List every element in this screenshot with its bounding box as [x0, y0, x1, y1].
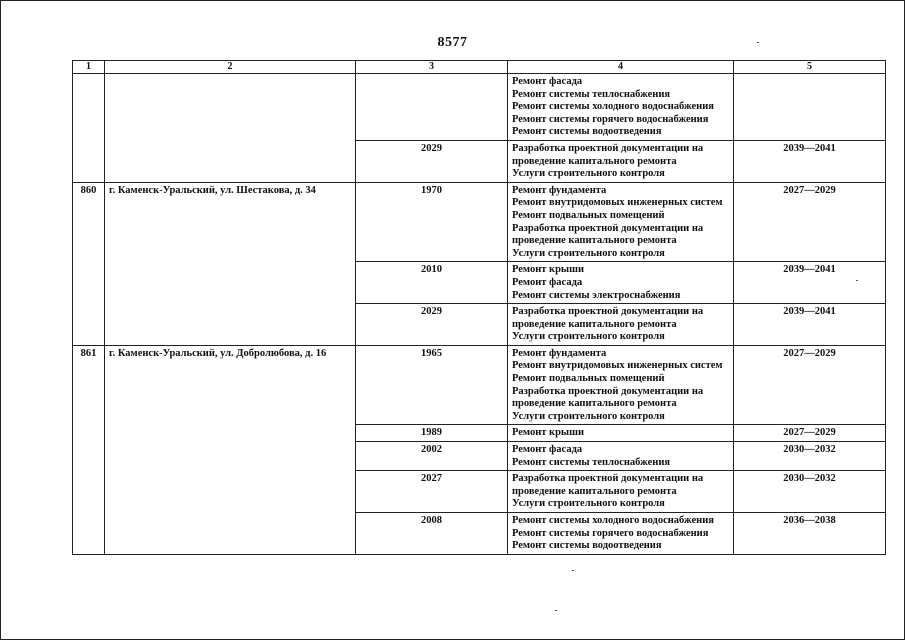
house-address: г. Каменск-Уральский, ул. Шестакова, д. 34: [105, 182, 356, 345]
work-item: Услуги строительного контроля: [512, 168, 665, 180]
work-item: Разработка проектной документации на: [512, 385, 704, 397]
repair-year: 2008: [356, 513, 508, 555]
repair-period: 2039—2041: [734, 140, 886, 182]
repair-works: [508, 140, 734, 182]
work-item: Ремонт системы теплоснабжения: [512, 456, 671, 468]
work-item: Ремонт фасада: [512, 444, 583, 456]
repair-period: 2027—2029: [734, 345, 886, 425]
repair-year: 1970: [356, 182, 508, 262]
repair-year: 2027: [356, 471, 508, 513]
work-item: Разработка проектной документации на: [512, 222, 704, 234]
house-address: [105, 74, 356, 183]
scan-speck: [757, 42, 759, 43]
work-item: Ремонт системы водоотведения: [512, 540, 662, 552]
header-col-4: 4: [508, 61, 734, 74]
scan-speck: [572, 570, 574, 571]
repair-works: [508, 74, 734, 141]
work-item: Ремонт системы теплоснабжения: [512, 88, 671, 100]
repair-year: 2010: [356, 262, 508, 304]
work-item: Ремонт системы холодного водоснабжения: [512, 515, 714, 526]
repair-period: 2030—2032: [734, 471, 886, 513]
work-item: проведение капитального ремонта: [512, 485, 677, 497]
repair-works: [508, 425, 734, 442]
work-item: Ремонт системы горячего водоснабжения: [512, 113, 709, 125]
table-row: [73, 182, 886, 262]
header-row: [73, 61, 886, 74]
work-item: проведение капитального ремонта: [512, 318, 677, 330]
work-item: Ремонт фундамента: [512, 347, 607, 359]
repair-period: 2039—2041: [734, 262, 886, 304]
repair-period: 2039—2041: [734, 304, 886, 346]
work-item: Ремонт внутридомовых инженерных систем: [512, 197, 723, 209]
house-number: 860: [73, 182, 105, 345]
repair-year: 1989: [356, 425, 508, 442]
repair-year: 2029: [356, 304, 508, 346]
repair-works: [508, 345, 734, 425]
repair-period: 2027—2029: [734, 182, 886, 262]
work-item: Разработка проектной документации на: [512, 142, 704, 154]
repair-period: 2030—2032: [734, 442, 886, 471]
work-item: Ремонт фасада: [512, 76, 583, 87]
work-item: Ремонт крыши: [512, 427, 585, 439]
work-item: Услуги строительного контроля: [512, 247, 665, 259]
work-item: Услуги строительного контроля: [512, 498, 665, 510]
repair-works: [508, 471, 734, 513]
table-body: [73, 74, 886, 555]
work-item: Ремонт системы горячего водоснабжения: [512, 527, 709, 539]
repair-year: 1965: [356, 345, 508, 425]
house-number: 861: [73, 345, 105, 554]
repair-works: [508, 304, 734, 346]
work-item: Ремонт подвальных помещений: [512, 373, 665, 385]
header-col-2: 2: [105, 61, 356, 74]
header-col-1: 1: [73, 61, 105, 74]
work-item: проведение капитального ремонта: [512, 155, 677, 167]
work-item: Ремонт внутридомовых инженерных систем: [512, 360, 723, 372]
repair-period: [734, 74, 886, 141]
work-item: проведение капитального ремонта: [512, 235, 677, 247]
scan-speck: [555, 610, 557, 611]
work-item: Ремонт системы водоотведения: [512, 126, 662, 138]
repair-schedule-table: [72, 60, 886, 555]
repair-period: 2036—2038: [734, 513, 886, 555]
repair-year: [356, 74, 508, 141]
work-item: Ремонт подвальных помещений: [512, 209, 665, 221]
house-address: г. Каменск-Уральский, ул. Добролюбова, д. 16: [105, 345, 356, 554]
work-item: Услуги строительного контроля: [512, 410, 665, 422]
header-col-5: 5: [734, 61, 886, 74]
work-item: Ремонт системы холодного водоснабжения: [512, 101, 714, 113]
table-row: [73, 74, 886, 141]
work-item: Ремонт крыши: [512, 264, 585, 276]
repair-works: [508, 442, 734, 471]
scan-speck: [856, 280, 858, 281]
work-item: Услуги строительного контроля: [512, 331, 665, 343]
work-item: Ремонт системы электроснабжения: [512, 289, 681, 301]
work-item: Ремонт фундамента: [512, 184, 607, 196]
work-item: Ремонт фасада: [512, 276, 583, 288]
repair-year: 2002: [356, 442, 508, 471]
repair-works: [508, 262, 734, 304]
repair-period: 2027—2029: [734, 425, 886, 442]
house-number: [73, 74, 105, 183]
work-item: проведение капитального ремонта: [512, 398, 677, 410]
work-item: Разработка проектной документации на: [512, 306, 704, 318]
repair-works: [508, 513, 734, 555]
work-item: Разработка проектной документации на: [512, 473, 704, 485]
repair-works: [508, 182, 734, 262]
page-number: 8577: [437, 35, 468, 50]
header-col-3: 3: [356, 61, 508, 74]
repair-year: 2029: [356, 140, 508, 182]
table-row: [73, 345, 886, 425]
